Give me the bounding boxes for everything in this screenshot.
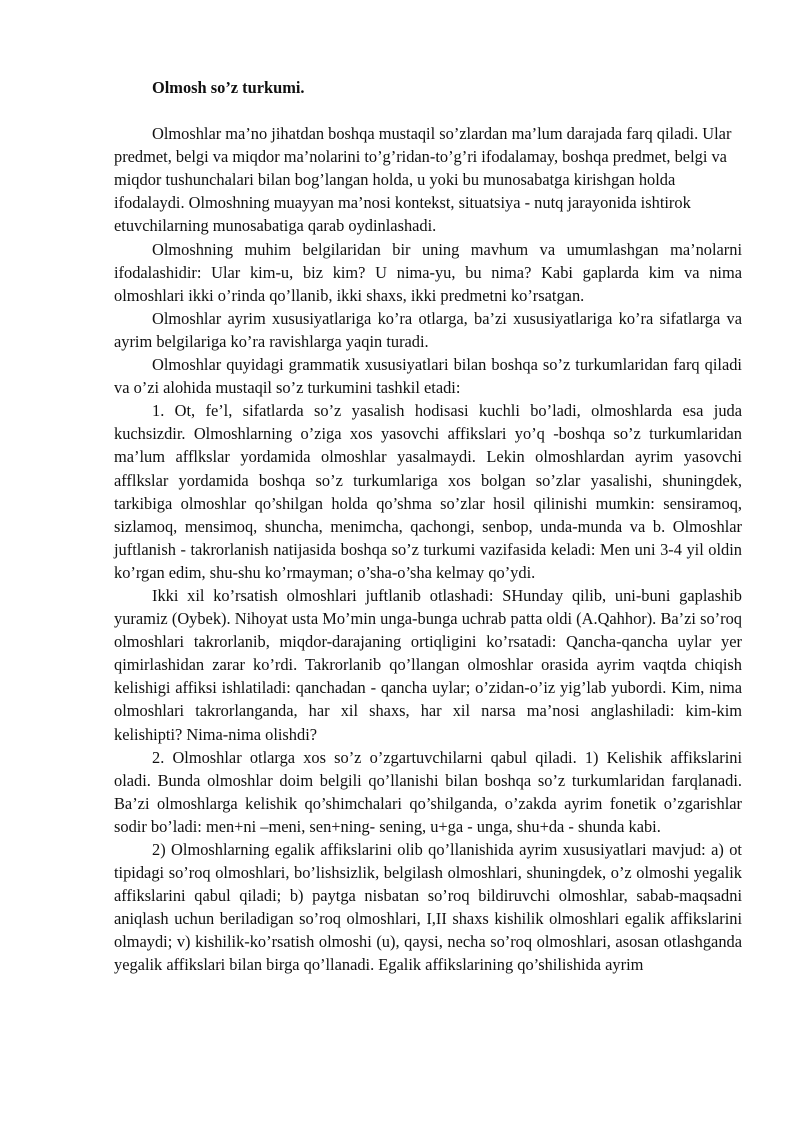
paragraph-2: Olmoshning muhim belgilaridan bir uning mavhum va umumlashgan ma’nolarni ifodalashidir: Ular kim-u, biz kim? U nima-yu, bu nima? Kabi gaplarda kim va nima olmoshlari ikki o’rinda qo’llanib, ikki shaxs, ikki predmetni ko’rsatgan.: [114, 239, 742, 305]
document-title: Olmosh so’z turkumi.: [152, 78, 305, 97]
paragraph-7: 2. Olmoshlar otlarga xos so’z o’zgartuvchilarni qabul qiladi. 1) Kelishik affikslarini oladi. Bunda olmoshlar doim belgili qo’llanishi bilan boshqa so’z turkumlaridan farqlanadi. Ba’zi olmoshlarga kelishik qo’shimchalari qo’shilganda, o’zakda ayrim fonetik o’zgarishlar sodir bo’ladi: men+ni –meni, sen+ning- sening, u+ga - unga, shu+da - shunda kabi.: [114, 747, 742, 836]
paragraph-5: 1. Ot, fe’l, sifatlarda so’z yasalish hodisasi kuchli bo’ladi, olmoshlarda esa juda kuchsizdir. Olmoshlarning o’ziga xos yasovchi affikslari yo’q -boshqa so’z turkumlaridan ma’lum afflkslar yordamida olmoshlar yasalmaydi. Lekin olmoshlardan ayrim yasovchi afflkslar yordamida boshqa so’z turkumlariga xos bolgan so’zlar yasalishi, shuningdek, tarkibiga olmoshlar qo’shilgan holda qo’shma so’zlar hosil qilinishi mumkin: sensiramoq, sizlamoq, mensimoq, shuncha, menimcha, qachongi, senbop, unda-munda va b. Olmoshlar juftlanish - takrorlanish natijasida boshqa so’z turkumi vazifasida keladi: Men uni 3-4 yil oldin ko’rgan edim, shu-shu ko’rmayman; o’sha-o’sha kelmay qo’ydi.: [114, 401, 742, 582]
paragraph-3: Olmoshlar ayrim xususiyatlariga ko’ra otlarga, ba’zi xususiyatlariga ko’ra sifatlarga va ayrim belgilariga ko’ra ravishlarga yaqin turadi.: [114, 308, 742, 351]
paragraph-6: Ikki xil ko’rsatish olmoshlari juftlanib otlashadi: SHunday qilib, uni-buni gaplashib yuramiz (Oybek). Nihoyat usta Mo’min unga-bunga uchrab patta oldi (A.Qahhor). Ba’zi so’roq olmoshlari takrorlanib, miqdor-darajaning ortiqligini ko’rsatadi: Qancha-qancha uylar yer qimirlashidan zarar ko’rdi. Takrorlanib qo’llangan olmoshlar orasida ayrim vaqtda chiqish kelishigi affiksi ishlatiladi: qanchadan - qancha uylar; o’zidan-o’iz yig’lab yubordi. Kim, nima olmoshlari takrorlanganda, har xil shaxs, har xil narsa ma’nosi anglashiladi: kim-kim kelishipti? Nima-nima olishdi?: [114, 585, 742, 744]
paragraph-8: 2) Olmoshlarning egalik affikslarini olib qo’llanishida ayrim xususiyatlari mavjud: a) ot tipidagi so’roq olmoshlari, bo’lishsizlik, belgilash olmoshlari, shuningdek, o’z olmoshi yegalik affikslarini qabul qiladi; b) paytga nisbatan so’roq bildiruvchi olmoshlar, sabab-maqsadni aniqlash uchun beriladigan so’roq olmoshlari, I,II shaxs kishilik olmoshlari egalik affikslarini olmaydi; v) kishilik-ko’rsatish olmoshi (u), qaysi, necha so’roq olmoshlari, asosan otlashganda yegalik affikslari bilan birga qo’llanadi. Egalik affikslarining qo’shilishida ayrim: [114, 840, 742, 975]
paragraph-1: Olmoshlar ma’no jihatdan boshqa mustaqil so’zlardan ma’lum darajada farq qiladi. Ular predmet, belgi va miqdor ma’nolarini to’g’ridan-to’g’ri ifodalamay, boshqa predmet, belgi va miqdor tushunchalari bilan bog’langan holda, u yoki bu munosabatga kirishgan holda ifodalaydi. Olmoshning muayyan ma’nosi kontekst, situatsiya - nutq jarayonida ishtirok etuvchilarning munosabatiga qarab oydinlashadi.: [114, 124, 732, 236]
paragraph-4: Olmoshlar quyidagi grammatik xususiyatlari bilan boshqa so’z turkumlaridan farq qiladi va o’zi alohida mustaqil so’z turkumini tashkil etadi:: [114, 355, 742, 398]
